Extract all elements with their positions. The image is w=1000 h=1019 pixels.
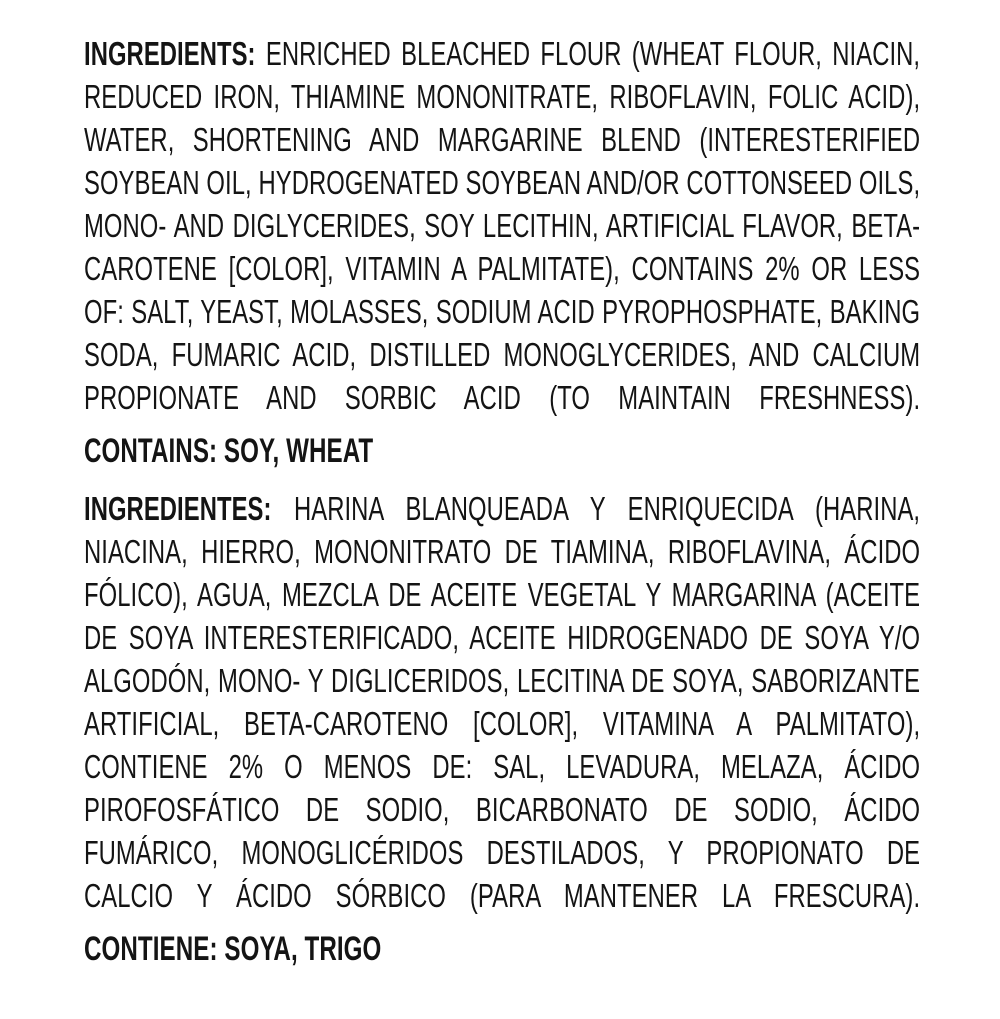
ingredients-label: [84, 33, 920, 971]
label-text-area: [84, 33, 920, 971]
allergen-statement-es: CONTIENE: SOYA, TRIGO: [84, 930, 382, 968]
ingredients-text-en: ENRICHED BLEACHED FLOUR (WHEAT FLOUR, NIACIN, REDUCED IRON, THIAMINE MONONITRATE, RIBOFLAVIN, FOLIC ACID), WATER, SHORTENING AND MARGARINE BLEND (INTERESTERIFIED SOYBEAN OIL, HYDROGENATED SOYBEAN AND/OR COTTONSEED OILS, MONO- AND DIGLYCERIDES, SOY LECITHIN, ARTIFICIAL FLAVOR, BETA-CAROTENE [COLOR], VITAMIN A PALMITATE), CONTAINS 2% OR LESS OF: SALT, YEAST, MOLASSES, SODIUM ACID PYROPHOSPHATE, BAKING SODA, FUMARIC ACID, DISTILLED MONOGLYCERIDES, AND CALCIUM PROPIONATE AND SORBIC ACID (TO MAINTAIN FRESHNESS).: [84, 36, 921, 417]
ingredients-heading-es: INGREDIENTES:: [84, 491, 272, 528]
ingredients-paragraph-en: [84, 33, 920, 420]
ingredients-heading-en: INGREDIENTS:: [84, 36, 256, 73]
ingredients-paragraph-es: [84, 488, 920, 918]
allergen-statement-en: CONTAINS: SOY, WHEAT: [84, 432, 374, 470]
ingredients-text-es: HARINA BLANQUEADA Y ENRIQUECIDA (HARINA, NIACINA, HIERRO, MONONITRATO DE TIAMINA, RIBOFLAVINA, ÁCIDO FÓLICO), AGUA, MEZCLA DE ACEITE VEGETAL Y MARGARINA (ACEITE DE SOYA INTERESTERIFICADO, ACEITE HIDROGENADO DE SOYA Y/O ALGODÓN, MONO- Y DIGLICERIDOS, LECITINA DE SOYA, SABORIZANTE ARTIFICIAL, BETA-CAROTENO [COLOR], VITAMINA A PALMITATO), CONTIENE 2% O MENOS DE: SAL, LEVADURA, MELAZA, ÁCIDO PIROFOSFÁTICO DE SODIO, BICARBONATO DE SODIO, ÁCIDO FUMÁRICO, MONOGLICÉRIDOS DESTILADOS, Y PROPIONATO DE CALCIO Y ÁCIDO SÓRBICO (PARA MANTENER LA FRESCURA).: [84, 491, 921, 915]
